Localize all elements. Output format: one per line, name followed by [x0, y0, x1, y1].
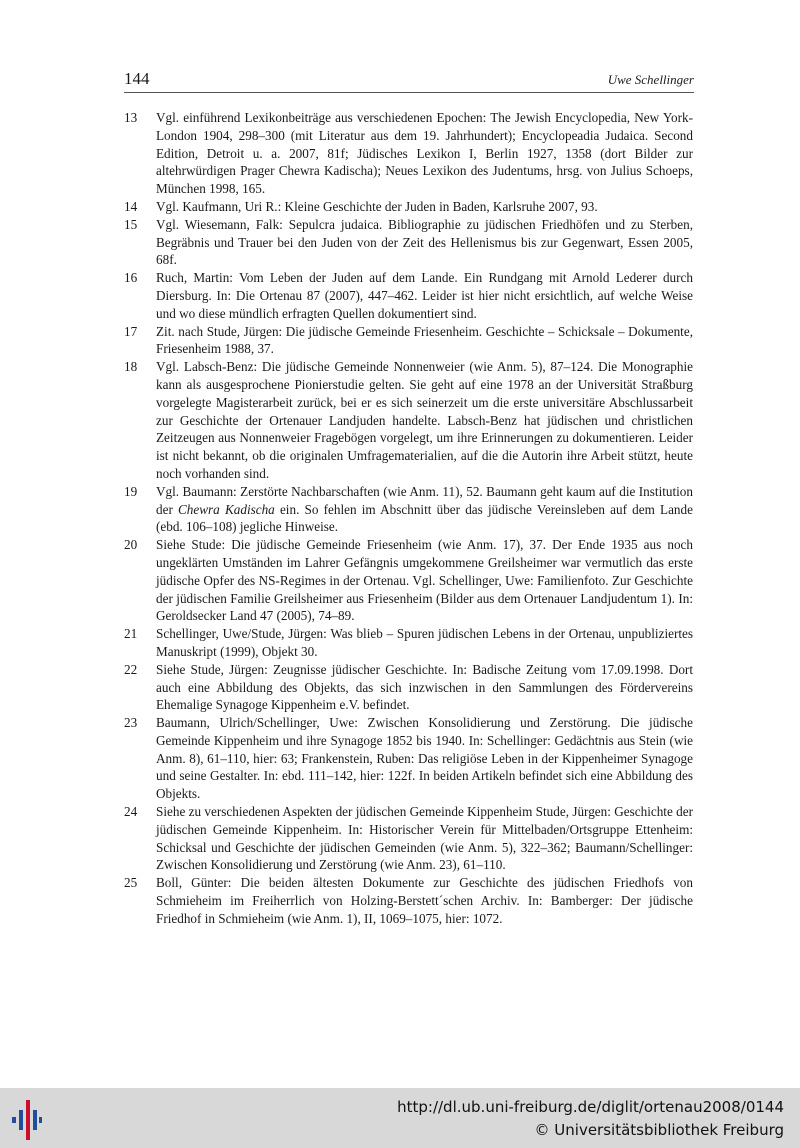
- footnote-text: Baumann, Ulrich/Schellinger, Uwe: Zwischen Konsolidierung und Zerstörung. Die jüdische Gemeinde Kippenheim und ihre Synagoge 1852 bis 1940. In: Schellinger: Gedächtnis aus Stein (wie Anm. 8), 61–110, hier: 63; Frankenstein, Ruben: Das religiöse Leben in der Kippenheimer Synagoge und seine Gestalter. In: ebd. 111–142, hier: 122f. In beiden Artikeln befindet sich eine Abbildung des Objekts.: [156, 715, 693, 802]
- footnote-text: Siehe Stude: Die jüdische Gemeinde Friesenheim (wie Anm. 17), 37. Der Ende 1935 aus noch ungeklärten Umständen im Lahrer Gefängnis umgekommene Greilsheimer war vermutlich das erste jüdische Opfer des NS-Regimes in der Ortenau. Vgl. Schellinger, Uwe: Familienfoto. Zur Geschichte der jüdischen Familie Greilsheimer aus Friesenheim (Bilder aus dem Ortenauer Landjudentum 1). In: Geroldsecker Land 47 (2005), 74–89.: [156, 537, 693, 624]
- copyright-notice: © Universitätsbibliothek Freiburg: [534, 1121, 784, 1139]
- footnote: [124, 536, 693, 625]
- footnote-text: Schellinger, Uwe/Stude, Jürgen: Was blieb – Spuren jüdischen Lebens in der Ortenau, unpubliziertes Manuskript (1999), Objekt 30.: [156, 626, 693, 659]
- footnotes-list: [124, 109, 693, 928]
- footnote-number: 19: [124, 483, 138, 499]
- footnote-number: 16: [124, 270, 138, 286]
- footnote: [124, 323, 693, 359]
- footnote: [124, 714, 693, 803]
- library-logo-icon: [12, 1100, 42, 1140]
- footnote-number: 21: [124, 626, 138, 642]
- footnote: [124, 803, 693, 874]
- footnote: [124, 216, 693, 269]
- footnote: [124, 483, 693, 536]
- footnote-number: 25: [124, 875, 138, 891]
- footnote: [124, 661, 693, 714]
- footnote: [124, 198, 693, 216]
- footnote-text: [156, 483, 693, 536]
- footnote-number: 17: [124, 323, 138, 339]
- footnote-text: Vgl. Kaufmann, Uri R.: Kleine Geschichte der Juden in Baden, Karlsruhe 2007, 93.: [156, 198, 598, 214]
- footnote-text: Vgl. Labsch-Benz: Die jüdische Gemeinde Nonnenweier (wie Anm. 5), 87–124. Die Monographie kann als ausgesprochene Pionierstudie gelten. Sie geht auf eine 1978 an der Universität Straßburg vorgelegte Magisterarbeit zurück, bei er es sich seinerzeit um die erste universitäre Abschlussarbeit zur Geschichte der Ortenauer Landjuden handelte. Labsch-Benz hat jüdischen und christlichen Zeitzeugen aus Nonnenweier Fragebögen vorgelegt, um ihre Erinnerungen zu dokumentieren. Leider ist nicht bekannt, ob die originalen Umfragematerialien, auf die die Autorin ihre Arbeit stützt, heute noch vorhanden sind.: [156, 359, 693, 481]
- footnote-text-before: Vgl. Baumann: Zerstörte Nachbarschaften (wie Anm. 11), 52. Baumann geht kaum auf die Institution der: [156, 483, 693, 517]
- footnote-text: Siehe Stude, Jürgen: Zeugnisse jüdischer Geschichte. In: Badische Zeitung vom 17.09.1998. Dort auch eine Abbildung des Objekts, das sich inzwischen in den Sammlungen des Fördervereins Ehemalige Synagoge Kippenheim e.V. befindet.: [156, 661, 693, 713]
- footnote-number: 23: [124, 715, 138, 731]
- footnote: [124, 269, 693, 322]
- footnote: [124, 109, 693, 198]
- footnote-text: Zit. nach Stude, Jürgen: Die jüdische Gemeinde Friesenheim. Geschichte – Schicksale – Dokumente, Friesenheim 1988, 37.: [156, 323, 693, 357]
- footnote-text: Vgl. Wiesemann, Falk: Sepulcra judaica. Bibliographie zu jüdischen Friedhöfen und zu Sterben, Begräbnis und Trauer bei den Juden von der Zeit des Hellenismus bis zur Gegenwart, Essen 2005, 68f.: [156, 216, 693, 268]
- running-header-author: Uwe Schellinger: [607, 72, 694, 87]
- footnote-text: Boll, Günter: Die beiden ältesten Dokumente zur Geschichte des jüdischen Friedhofs von Schmieheim im Freiherrlich von Holzing-Berstett´schen Archiv. In: Bamberger: Der jüdische Friedhof in Schmieheim (wie Anm. 1), II, 1069–1075, hier: 1072.: [156, 875, 693, 926]
- footnote-number: 24: [124, 804, 138, 820]
- source-url-link[interactable]: http://dl.ub.uni-freiburg.de/diglit/ortenau2008/0144: [397, 1098, 784, 1116]
- footnote-number: 15: [124, 216, 138, 232]
- footnote-number: 20: [124, 537, 138, 553]
- footnote-text: Siehe zu verschiedenen Aspekten der jüdischen Gemeinde Kippenheim Stude, Jürgen: Geschichte der jüdischen Gemeinde Kippenheim. In: Historischer Verein für Mittelbaden/Ortsgruppe Ettenheim: Schicksal und Geschichte der jüdischen Gemeinden (wie Anm. 5), 322–362; Baumann/Schellinger: Zwischen Konsolidierung und Zerstörung (wie Anm. 23), 61–110.: [156, 804, 693, 873]
- page-header: [124, 68, 694, 93]
- footnote-number: 14: [124, 198, 138, 214]
- footnote-text-after: ein. So fehlen im Abschnitt über das jüdische Vereinsleben auf dem Lande (ebd. 106–108) jegliche Hinweise.: [156, 501, 693, 535]
- footnote: [124, 874, 693, 927]
- footer-bar: [0, 1088, 800, 1148]
- footnote-number: 22: [124, 661, 138, 677]
- footnote-number: 18: [124, 359, 138, 375]
- footnote: [124, 358, 693, 483]
- page-number: 144: [124, 69, 150, 88]
- footnote-text: Vgl. einführend Lexikonbeiträge aus verschiedenen Epochen: The Jewish Encyclopedia, New York-London 1904, 298–300 (mit Literatur aus dem 19. Jahrhundert); Encyclopeadia Judaica. Second Edition, Detroit u. a. 2007, 81f; Jüdisches Lexikon I, Berlin 1927, 1358 (dort Bilder zur altehrwürdigen Prager Chewra Kadischa); Neues Lexikon des Judentums, hrsg. von Julius Schoeps, München 1998, 165.: [156, 110, 693, 197]
- footnote-italic-term: Chewra Kadischa: [178, 501, 275, 517]
- footnote-number: 13: [124, 110, 138, 125]
- footnote-text: Ruch, Martin: Vom Leben der Juden auf dem Lande. Ein Rundgang mit Arnold Lederer durch Diersburg. In: Die Ortenau 87 (2007), 447–462. Leider ist hier nicht ersichtlich, auf welche Weise und wo diese mündlich erfragten Quellen dokumentiert sind.: [156, 270, 693, 321]
- footnote: [124, 625, 693, 661]
